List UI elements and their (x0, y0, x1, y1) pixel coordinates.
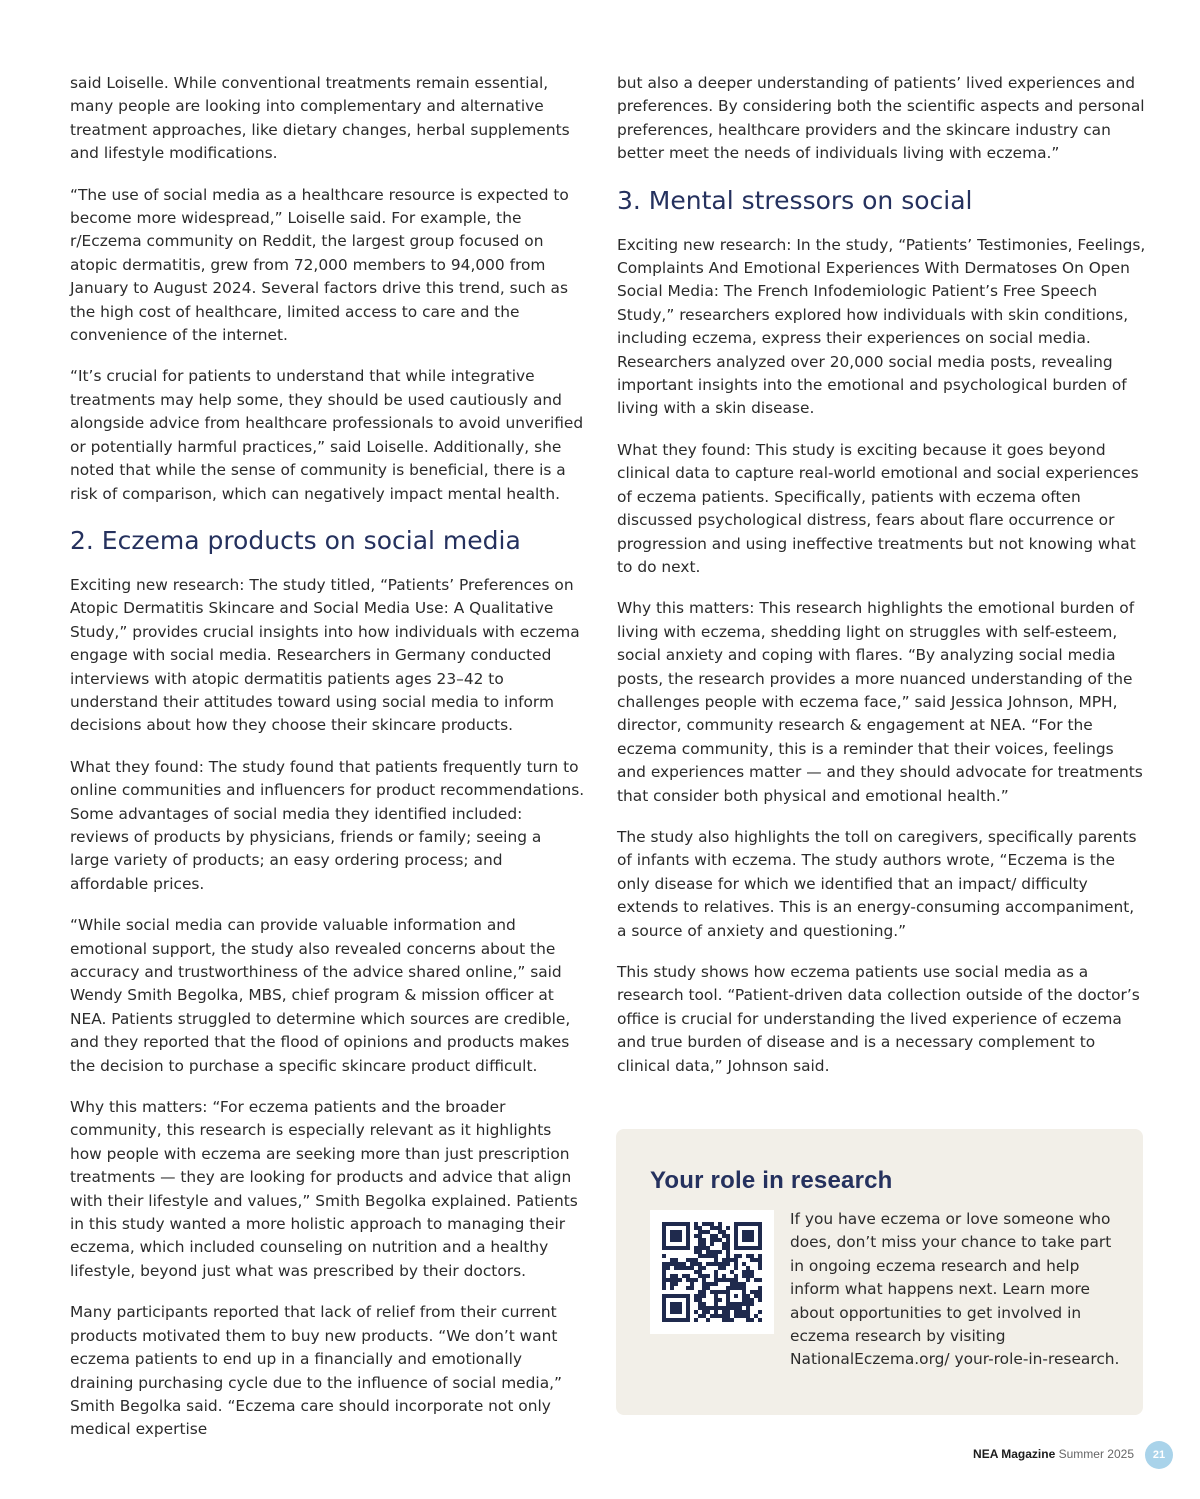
paragraph: This study shows how eczema patients use social media as a research tool. “Patient-driven data collection outside of the doctor’s office is crucial for understanding the lived experience of eczema and true burden of disease and is a necessary complement to clinical data,” Johnson said. (617, 963, 1140, 1075)
section-heading: 2. Eczema products on social media (70, 525, 521, 555)
role-box-text: If you have eczema or love someone who does, don’t miss your chance to take part in ongoing eczema research and help inform what happens next. Learn more about opportunities to get involved in eczema research by visiting NationalEczema.org/ your-role-in-research. (790, 1210, 1120, 1369)
paragraph: What they found: The study found that patients frequently turn to online communities and influencers for product recommendations. Some advantages of social media they identified included: reviews of products by physicians, friends or family; seeing a large variety of products; an easy ordering process; and affordable prices. (70, 757, 585, 893)
right-column (617, 72, 1147, 1096)
qr-code-icon[interactable] (650, 1210, 774, 1334)
role-in-research-box (616, 1129, 1143, 1415)
paragraph: “While social media can provide valuable information and emotional support, the study also revealed concerns about the accuracy and trustworthiness of the advice shared online,” said Wendy Smith Begolka, MBS, chief program & mission officer at NEA. Patients struggled to determine which sources are credible, and they reported that the flood of opinions and products makes the decision to purchase a specific skincare product difficult. (70, 916, 571, 1075)
paragraph: said Loiselle. While conventional treatments remain essential, many people are looking into complementary and alternative treatment approaches, like dietary changes, herbal supplements and lifestyle modifications. (70, 74, 570, 163)
paragraph: Many participants reported that lack of relief from their current products motivated them to buy new products. “We don’t want eczema patients to end up in a financially and emotionally draining purchasing cycle due to the influence of social media,” Smith Begolka said. “Eczema care should incorporate not only medical expertise (70, 1303, 562, 1439)
role-box-title: Your role in research (650, 1167, 893, 1194)
paragraph: Exciting new research: In the study, “Patients’ Testimonies, Feelings, Complaints And Emotional Experiences With Dermatoses On Open Social Media: The French Infodemiologic Patient’s Free Speech Study,” researchers explored how individuals with skin conditions, including eczema, express their experiences on social media. Researchers analyzed over 20,000 social media posts, revealing important insights into the emotional and psychological burden of living with a skin disease. (617, 235, 1146, 418)
paragraph: What they found: This study is exciting because it goes beyond clinical data to capture real-world emotional and social experiences of eczema patients. Specifically, patients with eczema often discussed psychological distress, fears about flare occurrence or progression and using ineffective treatments but not knowing what to do next. (617, 440, 1139, 576)
paragraph: The study also highlights the toll on caregivers, specifically parents of infants with eczema. The study authors wrote, “Eczema is the only disease for which we identified that an impact/ difficulty extends to relatives. This is an energy-consuming accompaniment, a source of anxiety and questioning.” (617, 827, 1137, 940)
paragraph: but also a deeper understanding of patients’ lived experiences and preferences. By considering both the scientific aspects and personal preferences, healthcare providers and the skincare industry can better meet the needs of individuals living with eczema.” (617, 74, 1145, 163)
page-footer (973, 1447, 1134, 1461)
section-heading: 3. Mental stressors on social (617, 185, 973, 215)
paragraph: Why this matters: “For eczema patients and the broader community, this research is especially relevant as it highlights how people with eczema are seeking more than just prescription treatments — they are looking for products and advice that align with their lifestyle and values,” Smith Begolka explained. Patients in this study wanted a more holistic approach to managing their eczema, which included counseling on nutrition and a healthy lifestyle, beyond just what was prescribed by their doctors. (70, 1098, 578, 1280)
magazine-name: NEA Magazine (973, 1447, 1056, 1461)
left-column (70, 72, 585, 1460)
paragraph: Exciting new research: The study titled, “Patients’ Preferences on Atopic Dermatitis Skincare and Social Media Use: A Qualitative Study,” provides crucial insights into how individuals with eczema engage with social media. Researchers in Germany conducted interviews with atopic dermatitis patients ages 23–42 to understand their attitudes toward using social media to inform decisions about how they choose their skincare products. (70, 575, 580, 735)
paragraph: “The use of social media as a healthcare resource is expected to become more widespread,” Loiselle said. For example, the r/Eczema community on Reddit, the largest group focused on atopic dermatitis, grew from 72,000 members to 94,000 from January to August 2024. Several factors drive this trend, such as the high cost of healthcare, limited access to care and the convenience of the internet. (70, 185, 569, 345)
paragraph: Why this matters: This research highlights the emotional burden of living with eczema, shedding light on struggles with self-esteem, social anxiety and coping with flares. “By analyzing social media posts, the research provides a more nuanced understanding of the challenges people with eczema face,” said Jessica Johnson, MPH, director, community research & engagement at NEA. “For the eczema community, this is a reminder that their voices, feelings and experiences matter — and they should advocate for treatments that consider both physical and emotional health.” (617, 599, 1143, 805)
paragraph: “It’s crucial for patients to understand that while integrative treatments may help some, they should be used cautiously and alongside advice from healthcare professionals to avoid unverified or potentially harmful practices,” said Loiselle. Additionally, she noted that while the sense of community is beneficial, there is a risk of comparison, which can negatively impact mental health. (70, 367, 584, 503)
issue-label: Summer 2025 (1058, 1447, 1134, 1461)
page-number-badge: 21 (1145, 1441, 1173, 1469)
